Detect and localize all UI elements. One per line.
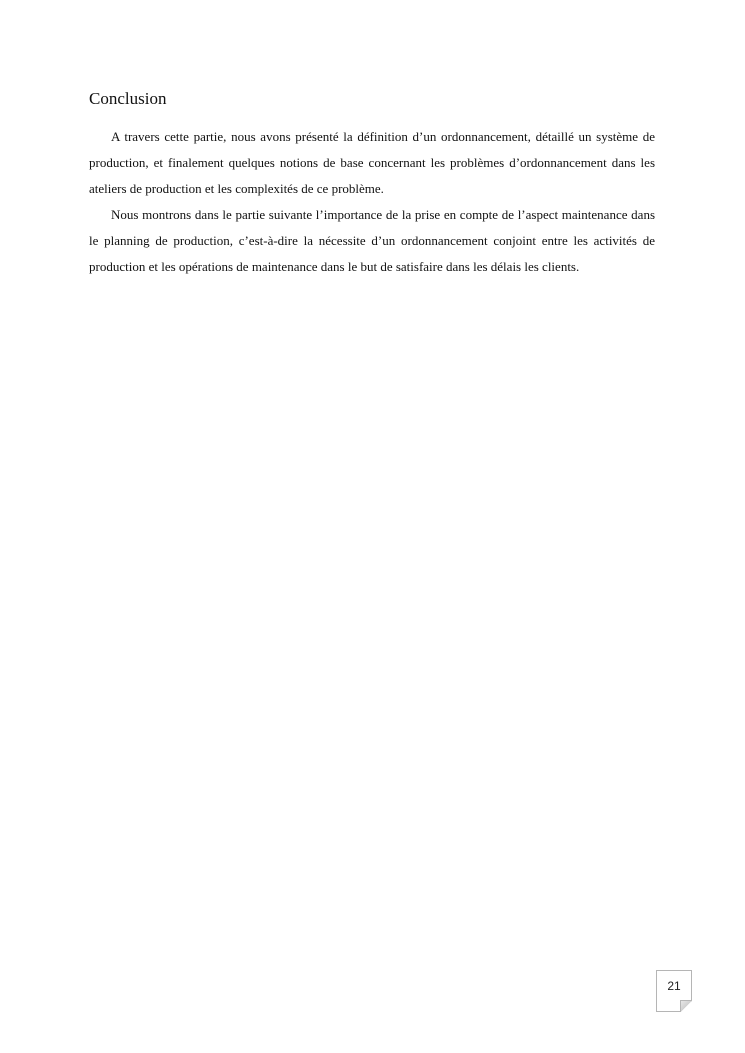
- paragraph-2: Nous montrons dans le partie suivante l’importance de la prise en compte de l’aspect maintenance dans le planning de production, c’est-à-dire la nécessite d’un ordonnancement conjoint entre les activités de production et les opérations de maintenance dans le but de satisfaire dans les délais les clients.: [89, 207, 655, 274]
- section-title: Conclusion: [89, 89, 167, 108]
- page-curl-icon: [680, 1000, 692, 1012]
- page-number: 21: [667, 979, 681, 993]
- page-number-box: [656, 970, 692, 1012]
- body-text: [89, 124, 655, 280]
- paragraph-1: A travers cette partie, nous avons présenté la définition d’un ordonnancement, détaillé un système de production, et finalement quelques notions de base concernant les problèmes d’ordonnancement dans les ateliers de production et les complexités de ce problème.: [89, 129, 655, 196]
